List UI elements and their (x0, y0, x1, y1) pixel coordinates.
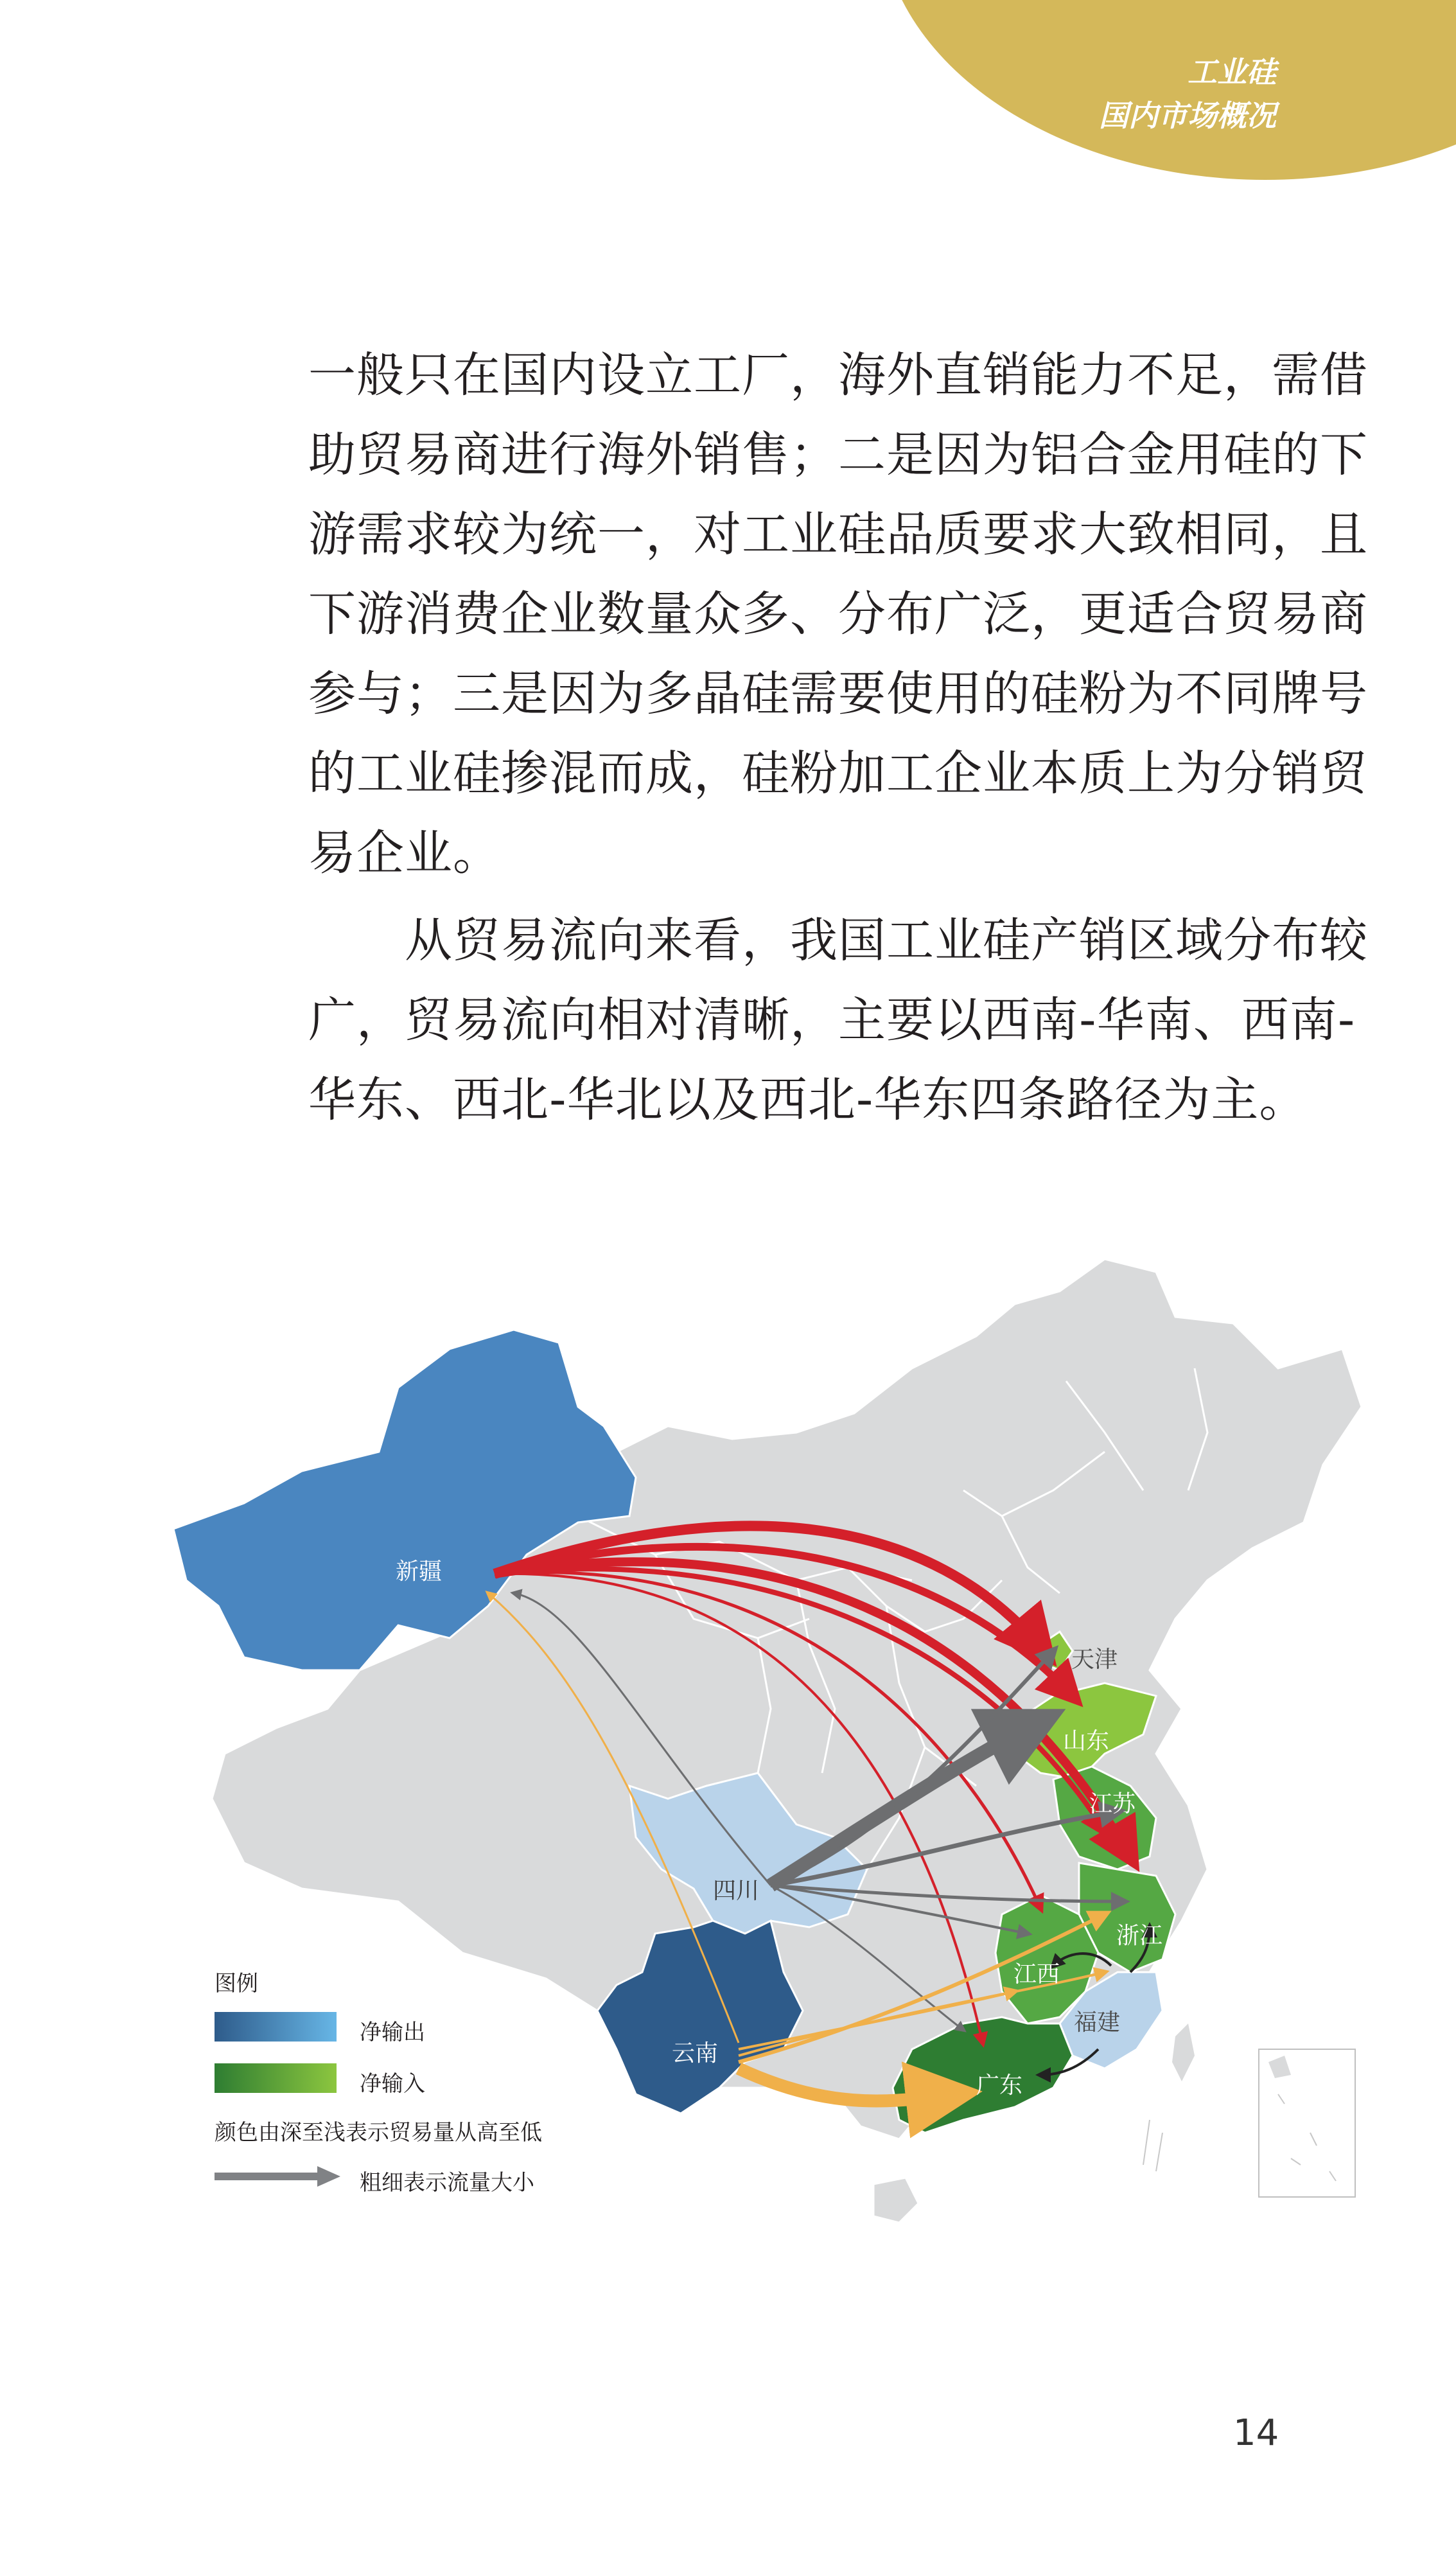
text-line: 一般只在国内设立工厂，海外直销能力不足，需借 (308, 348, 1368, 403)
page-number: 14 (1233, 2412, 1279, 2454)
text-line: 广，贸易流向相对清晰，主要以西南-华南、西南- (308, 992, 1356, 1048)
label-jiangsu: 江苏 (1089, 1791, 1136, 1817)
label-shandong: 山东 (1063, 1728, 1110, 1754)
text-line: 游需求较为统一，对工业硅品质要求大致相同，且 (308, 507, 1368, 562)
label-jiangxi: 江西 (1013, 1961, 1060, 1988)
label-fujian: 福建 (1074, 2009, 1121, 2036)
legend-export-label: 净输出 (360, 2020, 425, 2045)
region-taiwan (1172, 2024, 1195, 2081)
label-xinjiang: 新疆 (396, 1558, 443, 1585)
section-header (955, 50, 1276, 137)
text-line: 参与；三是因为多晶硅需要使用的硅粉为不同牌号 (308, 666, 1368, 721)
label-sichuan: 四川 (713, 1878, 760, 1904)
legend-import-swatch (215, 2063, 337, 2093)
label-zhejiang: 浙江 (1116, 1923, 1163, 1949)
label-yunnan: 云南 (672, 2040, 719, 2067)
legend-arrow-icon (215, 2164, 343, 2189)
text-line: 从贸易流向来看，我国工业硅产销区域分布较 (308, 913, 1368, 968)
text-line: 华东、西北-华北以及西北-华东四条路径为主。 (308, 1072, 1308, 1127)
header-line1: 工业硅 (1188, 55, 1276, 89)
text-line: 的工业硅掺混而成，硅粉加工企业本质上为分销贸 (308, 746, 1368, 801)
text-line: 易企业。 (308, 825, 501, 881)
text-line: 助贸易商进行海外销售；二是因为铝合金用硅的下 (308, 427, 1368, 482)
legend-note: 颜色由深至浅表示贸易量从高至低 (215, 2120, 542, 2146)
region-hainan (873, 2178, 918, 2223)
header-line2: 国内市场概况 (1099, 98, 1276, 133)
label-tianjin: 天津 (1071, 1646, 1118, 1673)
text-line: 下游消费企业数量众多、分布广泛，更适合贸易商 (308, 587, 1368, 642)
body-text (308, 335, 1368, 1140)
legend-arrow-label: 粗细表示流量大小 (360, 2170, 534, 2196)
legend-import-label: 净输入 (360, 2071, 425, 2097)
label-guangdong: 广东 (976, 2072, 1023, 2099)
legend-title: 图例 (215, 1971, 258, 1997)
legend-export-swatch (215, 2012, 337, 2042)
